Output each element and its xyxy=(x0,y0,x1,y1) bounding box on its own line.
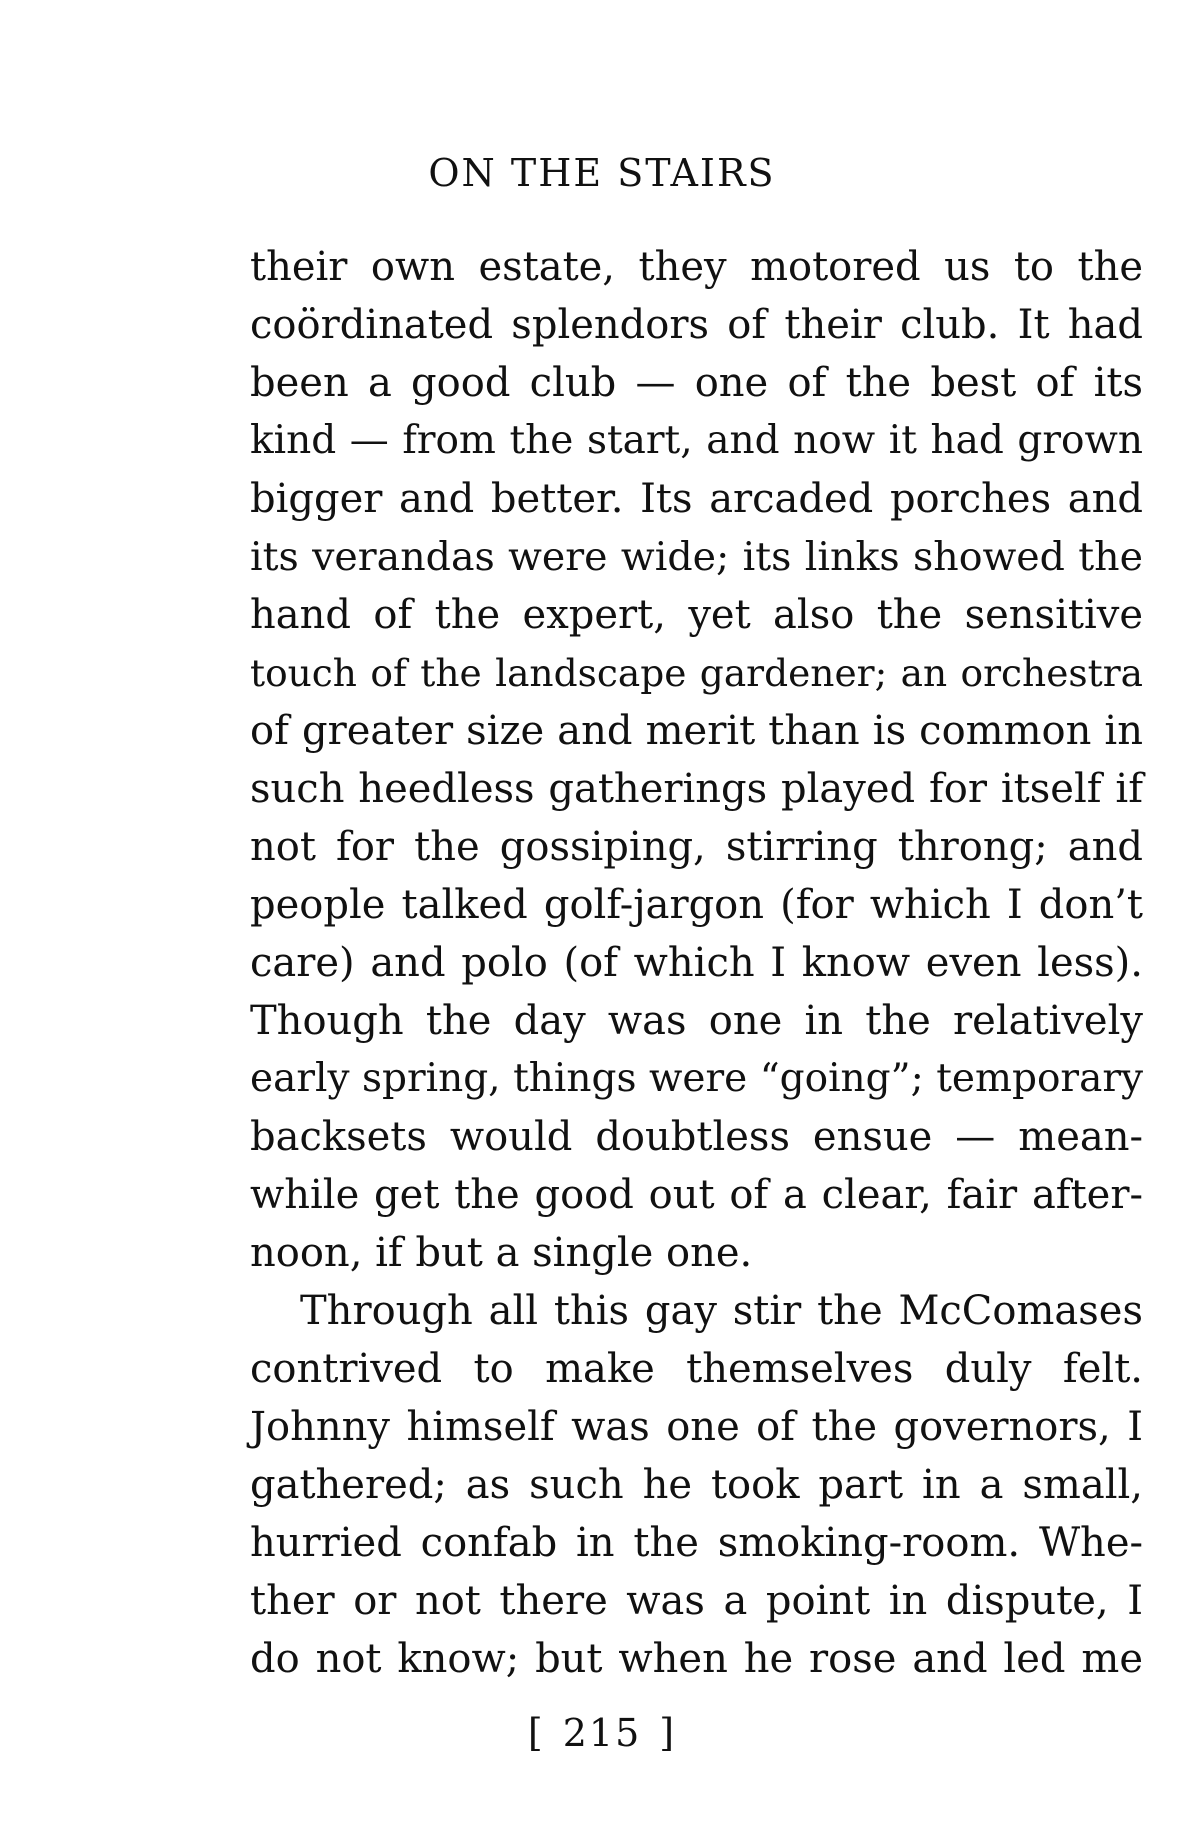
text-line: early spring, things were “going”; temporary xyxy=(250,1056,1143,1101)
text-line: not for the gossiping, stirring throng; and xyxy=(250,824,1143,870)
text-line: Johnny himself was one of the governors, I xyxy=(250,1404,1143,1450)
folio-close-bracket: ] xyxy=(659,1711,677,1755)
text-line: do not know; but when he rose and led me xyxy=(250,1636,1143,1682)
text-line: their own estate, they motored us to the xyxy=(250,244,1143,290)
folio-number: 215 xyxy=(562,1711,642,1755)
folio-open-bracket: [ xyxy=(527,1711,545,1755)
text-line: gathered; as such he took part in a small, xyxy=(250,1462,1143,1508)
text-line: care) and polo (of which I know even less). xyxy=(250,940,1143,986)
running-head: ON THE STAIRS xyxy=(428,151,776,195)
text-line: its verandas were wide; its links showed the xyxy=(250,534,1143,580)
text-line: been a good club — one of the best of its xyxy=(250,360,1143,406)
text-line: coördinated splendors of their club. It had xyxy=(250,302,1143,348)
text-line: ther or not there was a point in dispute, I xyxy=(250,1578,1143,1624)
text-line: such heedless gatherings played for itself if xyxy=(250,766,1143,812)
text-line: hand of the expert, yet also the sensitive xyxy=(250,592,1143,638)
text-line: hurried confab in the smoking-room. Whe- xyxy=(250,1520,1143,1566)
page-number xyxy=(0,1710,1204,1756)
text-line: kind — from the start, and now it had grown xyxy=(250,418,1143,463)
body-text xyxy=(250,238,1143,1688)
text-line: of greater size and merit than is common in xyxy=(250,708,1143,754)
text-line: while get the good out of a clear, fair after- xyxy=(250,1172,1143,1218)
text-line: contrived to make themselves duly felt. xyxy=(250,1346,1143,1392)
text-line: Through all this gay stir the McComases xyxy=(300,1288,1143,1334)
text-line: Though the day was one in the relatively xyxy=(250,998,1143,1044)
text-line: bigger and better. Its arcaded porches and xyxy=(250,476,1143,522)
text-line: backsets would doubtless ensue — mean- xyxy=(250,1114,1143,1160)
text-line: people talked golf-jargon (for which I don’t xyxy=(250,882,1143,928)
text-line: noon, if but a single one. xyxy=(250,1230,753,1276)
text-line: touch of the landscape gardener; an orchestra xyxy=(250,651,1143,695)
